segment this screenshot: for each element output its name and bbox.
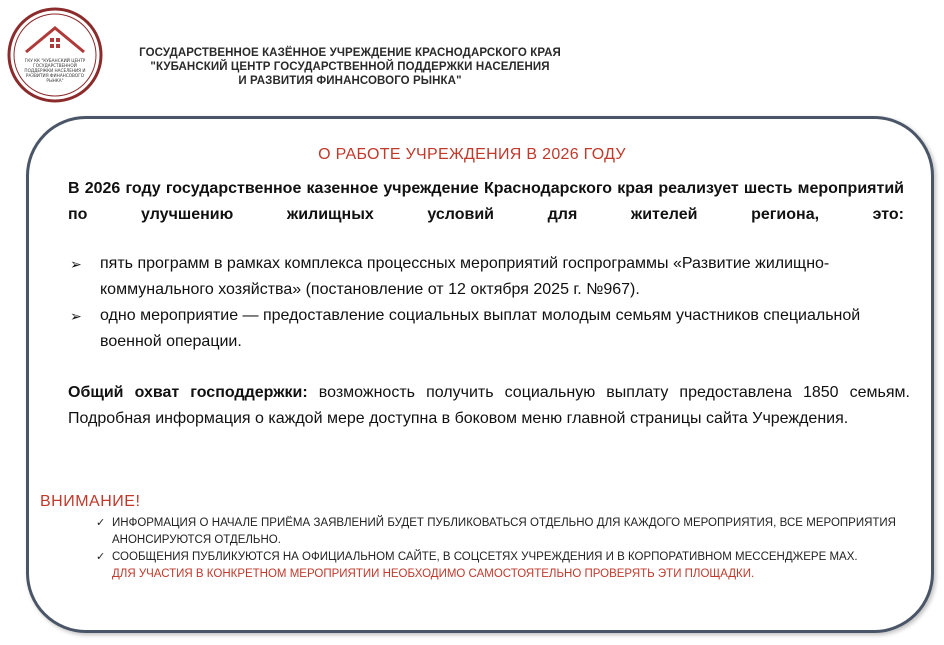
attention-warning: ДЛЯ УЧАСТИЯ В КОНКРЕТНОМ МЕРОПРИЯТИИ НЕОБХОДИМО САМОСТОЯТЕЛЬНО ПРОВЕРЯТЬ ЭТИ ПЛОЩАДКИ.	[112, 568, 755, 580]
page-title: О РАБОТЕ УЧРЕЖДЕНИЯ В 2026 ГОДУ	[318, 146, 626, 163]
program-list	[68, 251, 914, 355]
svg-text:РАЗВИТИЯ ФИНАНСОВОГО: РАЗВИТИЯ ФИНАНСОВОГО	[25, 73, 85, 78]
coverage-label: Общий охват господдержки:	[68, 384, 308, 401]
svg-text:ПОДДЕРЖКИ НАСЕЛЕНИЯ И: ПОДДЕРЖКИ НАСЕЛЕНИЯ И	[24, 68, 86, 73]
organization-line-1: ГОСУДАРСТВЕННОЕ КАЗЁННОЕ УЧРЕЖДЕНИЕ КРАСНОДАРСКОГО КРАЯ	[139, 47, 561, 59]
coverage-text: возможность получить социальную выплату предоставлена 1850 семьям. Подробная информация о каждой мере доступна в боковом меню главной страницы сайта Учреждения.	[68, 384, 910, 427]
attention-item-text: СООБЩЕНИЯ ПУБЛИКУЮТСЯ НА ОФИЦИАЛЬНОМ САЙТЕ, В СОЦСЕТЯХ УЧРЕЖДЕНИЯ И В КОРПОРАТИВНОМ МЕССЕНДЖЕРЕ MAX.	[112, 551, 858, 563]
list-item-text: одно мероприятие — предоставление социальных выплат молодым семьям участников специальной военной операции.	[100, 307, 861, 350]
attention-list	[96, 515, 896, 583]
organization-line-3: И РАЗВИТИЯ ФИНАНСОВОГО РЫНКА"	[238, 75, 462, 87]
svg-text:ГОСУДАРСТВЕННОЙ: ГОСУДАРСТВЕННОЙ	[33, 63, 77, 68]
svg-text:РЫНКА": РЫНКА"	[46, 78, 64, 83]
organization-name	[110, 46, 590, 88]
list-item	[96, 515, 896, 549]
list-item	[68, 251, 914, 303]
svg-text:ГКУ КК "КУБАНСКИЙ ЦЕНТР: ГКУ КК "КУБАНСКИЙ ЦЕНТР	[24, 58, 86, 63]
arrow-bullet-icon: ➢	[70, 308, 82, 324]
organization-logo	[6, 6, 104, 104]
list-item	[68, 303, 914, 355]
attention-item-text: ИНФОРМАЦИЯ О НАЧАЛЕ ПРИЁМА ЗАЯВЛЕНИЙ БУДЕТ ПУБЛИКОВАТЬСЯ ОТДЕЛЬНО ДЛЯ КАЖДОГО МЕРОПРИЯТИЯ, ВСЕ МЕРОПРИЯТИЯ АНОНСИРУЮТСЯ ОТДЕЛЬНО.	[112, 517, 896, 546]
intro-paragraph: В 2026 году государственное казенное учреждение Краснодарского края реализует шесть мероприятий по улучшению жилищных условий для жителей региона, это:	[68, 180, 904, 223]
arrow-bullet-icon: ➢	[70, 256, 82, 272]
coverage-paragraph	[68, 380, 910, 432]
organization-line-2: "КУБАНСКИЙ ЦЕНТР ГОСУДАРСТВЕННОЙ ПОДДЕРЖКИ НАСЕЛЕНИЯ	[150, 61, 550, 73]
list-item	[96, 549, 896, 583]
checkmark-icon: ✓	[96, 517, 106, 529]
attention-title: ВНИМАНИЕ!	[40, 493, 141, 510]
checkmark-icon: ✓	[96, 551, 106, 563]
list-item-text: пять программ в рамках комплекса процессных мероприятий госпрограммы «Развитие жилищно-коммунального хозяйства» (постановление от 12 октября 2025 г. №967).	[100, 255, 830, 298]
